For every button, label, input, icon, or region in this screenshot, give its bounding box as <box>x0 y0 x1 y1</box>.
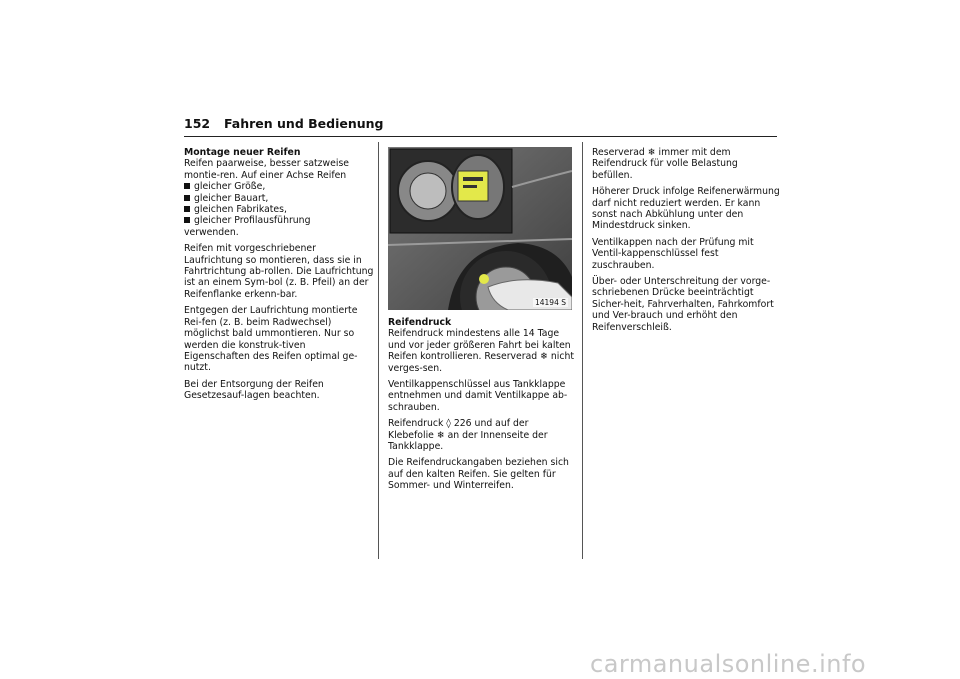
page-number: 152 <box>184 116 211 131</box>
bullet-square-icon <box>184 183 190 189</box>
tyre-pressure-illustration <box>388 147 572 310</box>
paragraph-ummontieren: Entgegen der Laufrichtung montierte Rei-fen (z. B. beim Radwechsel) möglichst bald ummontieren. Nur so werden die konstruk-tiven Eigenschaften des Reifen optimal ge-nutzt. <box>184 305 358 374</box>
figure-number: 14194 S <box>534 298 566 307</box>
list-item-text: gleichen Fabrikates, <box>194 204 287 216</box>
column-divider <box>378 142 379 559</box>
list-item <box>184 215 374 226</box>
list-item <box>184 181 374 192</box>
chapter-title: Fahren und Bedienung <box>224 116 384 131</box>
bullet-square-icon <box>184 217 190 223</box>
page-header <box>184 116 777 137</box>
car-wheel-image <box>388 147 572 310</box>
column-divider <box>582 142 583 559</box>
paragraph-kontrolle: Reifendruck mindestens alle 14 Tage und vor jeder größeren Fahrt bei kalten Reifen kontrollieren. Reserverad ❄ nicht verges-sen. <box>388 328 574 374</box>
paragraph-hoeherer-druck: Höherer Druck infolge Reifenerwärmung darf nicht reduziert werden. Er kann sonst nach Abkühlung unter den Mindestdruck sinken. <box>592 186 780 232</box>
paragraph-zuschrauben: Ventilkappen nach der Prüfung mit Ventil-kappenschlüssel fest zuschrauben. <box>592 236 754 271</box>
list-item-text: gleicher Profilausführung <box>194 215 311 227</box>
section-heading-reifendruck: Reifendruck <box>388 317 452 328</box>
list-item-text: gleicher Bauart, <box>194 192 269 204</box>
paragraph-kalte-reifen: Die Reifendruckangaben beziehen sich auf den kalten Reifen. Sie gelten für Sommer- und Winterreifen. <box>388 457 569 492</box>
paragraph-reserverad: Reserverad ❄ immer mit dem Reifendruck für volle Belastung befüllen. <box>592 147 738 181</box>
paragraph-ventilkappe: Ventilkappenschlüssel aus Tankklappe entnehmen und damit Ventilkappe ab-schrauben. <box>388 379 568 413</box>
paragraph-entsorgung: Bei der Entsorgung der Reifen Gesetzesauf-lagen beachten. <box>184 378 324 402</box>
paragraph-verwenden: verwenden. <box>184 226 239 238</box>
watermark-text: carmanualsonline.info <box>590 650 867 678</box>
list-item <box>184 193 374 204</box>
bullet-square-icon <box>184 206 190 212</box>
column-continued <box>592 147 780 338</box>
paragraph-reifendruck-ref: Reifendruck ◊ 226 und auf der Klebefolie ❄ an der Innenseite der Tankklappe. <box>388 418 548 453</box>
paragraph-ueberschreitung: Über- oder Unterschreitung der vorge-schriebenen Drücke beeinträchtigt Sicher-heit, Fahrverhalten, Fahrkomfort und Ver-brauch und erhöht den Reifenverschleiß. <box>592 276 774 333</box>
paragraph-laufrichtung: Reifen mit vorgeschriebener Laufrichtung so montieren, dass sie in Fahrtrichtung ab-rollen. Die Laufrichtung ist an einem Sym-bol (z. B. Pfeil) an der Reifenflanke erkenn-bar. <box>184 243 374 300</box>
column-montage <box>184 147 374 407</box>
bullet-square-icon <box>184 195 190 201</box>
paragraph-intro: Reifen paarweise, besser satzweise montie-ren. Auf einer Achse Reifen <box>184 158 350 181</box>
list-item <box>184 204 374 215</box>
section-heading-montage: Montage neuer Reifen <box>184 147 301 158</box>
list-item-text: gleicher Größe, <box>194 181 266 193</box>
bullet-list <box>184 181 374 227</box>
column-reifendruck <box>388 317 576 497</box>
